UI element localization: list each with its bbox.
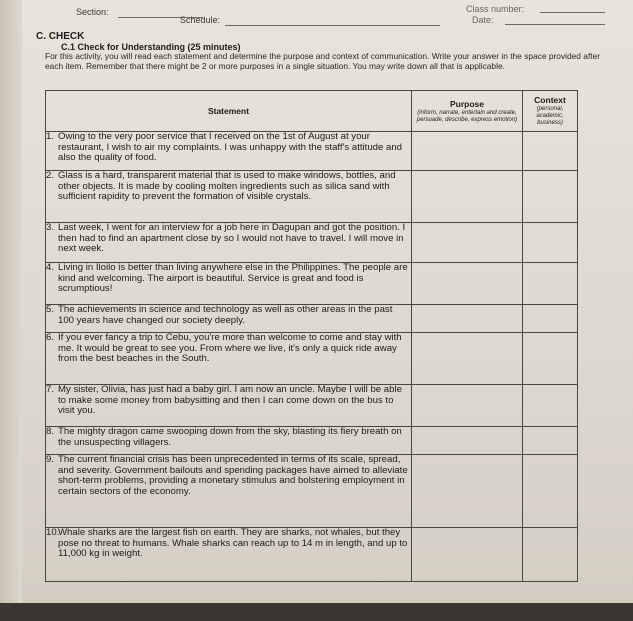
context-answer-cell[interactable]: [523, 132, 578, 171]
activity-title: C.1 Check for Understanding (25 minutes): [61, 42, 241, 52]
statement-text: Glass is a hard, transparent material that is used to make windows, bottles, and other objects. It is made by cooling molten ingredients such as silica sand with sufficient rapidity to prevent the formation of visible crystals.: [58, 170, 396, 203]
statement-cell: [46, 263, 412, 305]
context-answer-cell[interactable]: [523, 171, 578, 223]
schedule-field-line[interactable]: [225, 25, 440, 26]
statement-text: Living in Iloilo is better than living anywhere else in the Philippines. The people are kind and welcoming. The airport is beautiful. Service is great and food is scrumptious!: [58, 262, 408, 295]
item-number: 10.: [46, 527, 60, 538]
table-row: [46, 132, 578, 171]
purpose-header-note: (inform, narrate, entertain and create, persuade, describe, express emotion): [416, 109, 518, 123]
context-answer-cell[interactable]: [523, 305, 578, 333]
context-answer-cell[interactable]: [523, 263, 578, 305]
class-number-label: Class number:: [466, 4, 525, 14]
purpose-answer-cell[interactable]: [412, 385, 523, 427]
table-row: [46, 223, 578, 263]
purpose-answer-cell[interactable]: [412, 333, 523, 385]
context-answer-cell[interactable]: [523, 223, 578, 263]
purpose-answer-cell[interactable]: [412, 171, 523, 223]
context-header-label: Context: [534, 95, 566, 106]
item-number: 7.: [46, 384, 55, 395]
section-label: Section:: [76, 7, 109, 17]
statement-cell: [46, 171, 412, 223]
purpose-answer-cell[interactable]: [412, 427, 523, 455]
statement-cell: [46, 427, 412, 455]
context-answer-cell[interactable]: [523, 427, 578, 455]
table-row: [46, 385, 578, 427]
statement-cell: [46, 223, 412, 263]
purpose-answer-cell[interactable]: [412, 528, 523, 582]
activity-instructions: For this activity, you will read each statement and determine the purpose and context of communication. Write your answer in the space provided after each item. Remember that there might be 2 or more purposes in a single situation. You may write down all that is applicable.: [45, 51, 601, 71]
item-number: 3.: [46, 222, 55, 233]
statement-text: The achievements in science and technology as well as other areas in the past 100 years have changed our society deeply.: [58, 304, 393, 326]
table-row: [46, 455, 578, 528]
purpose-header-label: Purpose: [449, 98, 484, 109]
paper-edge: [0, 0, 22, 621]
purpose-answer-cell[interactable]: [412, 305, 523, 333]
table-row: [46, 171, 578, 223]
context-answer-cell[interactable]: [523, 333, 578, 385]
table-row: [46, 305, 578, 333]
part-heading: C. CHECK: [36, 31, 85, 42]
statement-header-label: Statement: [207, 106, 250, 116]
statement-cell: [46, 455, 412, 528]
table-row: [46, 263, 578, 305]
item-number: 9.: [46, 454, 55, 465]
statement-text: My sister, Olivia, has just had a baby girl. I am now an uncle. Maybe I will be able to make some money from babysitting and then I can come down on the bus to visit you.: [58, 384, 402, 417]
statement-text: If you ever fancy a trip to Cebu, you're more than welcome to come and stay with me. It would be great to see you. From where we live, it's only a quick ride away from the best beaches in the South.: [58, 332, 402, 365]
item-number: 5.: [46, 304, 55, 315]
item-number: 1.: [46, 131, 55, 142]
item-number: 2.: [46, 170, 55, 181]
statement-cell: [46, 132, 412, 171]
item-number: 4.: [46, 262, 55, 273]
table-row: [46, 333, 578, 385]
context-header-note: (personal, academic, business): [536, 106, 564, 126]
statement-cell: [46, 528, 412, 582]
context-answer-cell[interactable]: [523, 385, 578, 427]
statement-cell: [46, 305, 412, 333]
context-answer-cell[interactable]: [523, 528, 578, 582]
table-row: [46, 427, 578, 455]
purpose-column-header: [412, 91, 523, 132]
statement-text: The current financial crisis has been unprecedented in terms of its scale, spread, and severity. Government bailouts and spending packages have aimed to alleviate short-term problems, providing a monetary stimulus and bolstering employment in certain sectors of the economy.: [58, 454, 408, 497]
statement-cell: [46, 385, 412, 427]
statement-column-header: [46, 91, 412, 132]
purpose-answer-cell[interactable]: [412, 132, 523, 171]
statement-text: Last week, I went for an interview for a job here in Dagupan and got the position. I then had to find an apartment close by so I would not have to travel. I will move in next week.: [58, 222, 406, 255]
schedule-label: Schedule:: [180, 15, 221, 25]
photo-background-strip: [0, 603, 633, 621]
table-header-row: [46, 91, 578, 132]
statement-table: [45, 90, 578, 582]
context-answer-cell[interactable]: [523, 455, 578, 528]
table-row: [46, 528, 578, 582]
statement-text: Whale sharks are the largest fish on earth. They are sharks, not whales, but they pose no threat to humans. Whale sharks can reach up to 14 m in length, and up to 11,000 kg in weight.: [58, 527, 408, 560]
purpose-answer-cell[interactable]: [412, 263, 523, 305]
date-label: Date:: [472, 15, 494, 25]
statement-cell: [46, 333, 412, 385]
context-column-header: [523, 91, 578, 132]
purpose-answer-cell[interactable]: [412, 455, 523, 528]
class-number-field-line[interactable]: [540, 12, 605, 13]
statement-text: Owing to the very poor service that I received on the 1st of August at your restaurant, I wish to air my complaints. I was unhappy with the staff's attitude and also the quality of food.: [58, 131, 403, 164]
date-field-line[interactable]: [505, 24, 605, 25]
statement-text: The mighty dragon came swooping down from the sky, blasting its fiery breath on the unsuspecting villagers.: [58, 426, 402, 448]
item-number: 6.: [46, 332, 55, 343]
item-number: 8.: [46, 426, 55, 437]
purpose-answer-cell[interactable]: [412, 223, 523, 263]
